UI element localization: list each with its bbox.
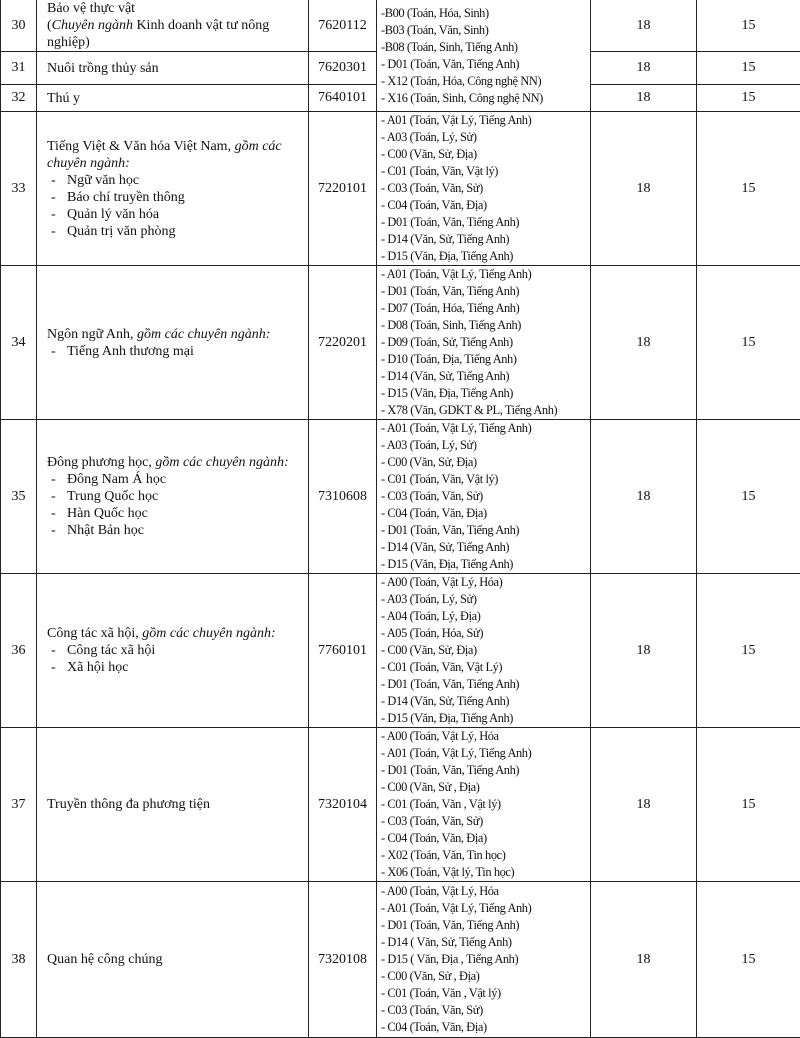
row-number: 36	[1, 574, 37, 728]
table-row	[1, 0, 800, 52]
score-1: 18	[591, 52, 697, 85]
row-number: 31	[1, 52, 37, 85]
program-name: Quan hệ công chúng	[37, 882, 309, 1038]
subject-combinations: - A01 (Toán, Vật Lý, Tiếng Anh) - D01 (Toán, Văn, Tiếng Anh) - D07 (Toán, Hóa, Tiếng Anh) - D08 (Toán, Sinh, Tiếng Anh) - D09 (Toán, Sử, Tiếng Anh) - D10 (Toán, Địa, Tiếng Anh) - D14 (Văn, Sử, Tiếng Anh) - D15 (Văn, Địa, Tiếng Anh) - X78 (Văn, GDKT & PL, Tiếng Anh)	[377, 266, 591, 420]
table-row	[1, 882, 800, 1038]
specialization-item: - Ngữ văn học	[47, 172, 308, 189]
program-code: 7310608	[309, 420, 377, 574]
subject-combinations: - A00 (Toán, Vật Lý, Hóa - A01 (Toán, Vật Lý, Tiếng Anh) - D01 (Toán, Văn, Tiếng Anh) - C00 (Văn, Sử , Địa) - C01 (Toán, Văn , Vật lý) - C03 (Toán, Văn, Sử) - C04 (Toán, Văn, Địa) - X02 (Toán, Văn, Tin học) - X06 (Toán, Vật lý, Tin học)	[377, 728, 591, 882]
program-code: 7640101	[309, 85, 377, 112]
specialization-item: - Quản trị văn phòng	[47, 223, 308, 240]
row-number: 37	[1, 728, 37, 882]
program-code: 7320104	[309, 728, 377, 882]
program-name: Ngôn ngữ Anh, gồm các chuyên ngành: - Tiếng Anh thương mại	[37, 266, 309, 420]
row-number: 35	[1, 420, 37, 574]
specialization-item: - Hàn Quốc học	[47, 505, 308, 522]
program-code: 7320108	[309, 882, 377, 1038]
program-name: Công tác xã hội, gồm các chuyên ngành: - Công tác xã hội - Xã hội học	[37, 574, 309, 728]
program-name: Tiếng Việt & Văn hóa Việt Nam, gồm các chuyên ngành: - Ngữ văn học - Báo chí truyền thông - Quản lý văn hóa - Quản trị văn phòng	[37, 112, 309, 266]
score-1: 18	[591, 420, 697, 574]
table-row	[1, 420, 800, 574]
program-code: 7220201	[309, 266, 377, 420]
score-1: 18	[591, 728, 697, 882]
subject-combinations: - A00 (Toán, Vật Lý, Hóa - A01 (Toán, Vật Lý, Tiếng Anh) - D01 (Toán, Văn, Tiếng Anh) - D14 ( Văn, Sử, Tiếng Anh) - D15 ( Văn, Địa , Tiếng Anh) - C00 (Văn, Sử , Địa) - C01 (Toán, Văn , Vật lý) - C03 (Toán, Văn, Sử) - C04 (Toán, Văn, Địa)	[377, 882, 591, 1038]
specialization-item: - Trung Quốc học	[47, 488, 308, 505]
row-number: 32	[1, 85, 37, 112]
subject-combinations: - A01 (Toán, Vật Lý, Tiếng Anh) - A03 (Toán, Lý, Sử) - C00 (Văn, Sử, Địa) - C01 (Toán, Văn, Vật lý) - C03 (Toán, Văn, Sử) - C04 (Toán, Văn, Địa) - D01 (Toán, Văn, Tiếng Anh) - D14 (Văn, Sử, Tiếng Anh) - D15 (Văn, Địa, Tiếng Anh)	[377, 112, 591, 266]
program-name: Nuôi trồng thủy sản	[37, 52, 309, 85]
program-code: 7220101	[309, 112, 377, 266]
score-2: 15	[697, 52, 800, 85]
score-1: 18	[591, 85, 697, 112]
score-2: 15	[697, 266, 800, 420]
score-2: 15	[697, 112, 800, 266]
program-name: Thú y	[37, 85, 309, 112]
table-row	[1, 574, 800, 728]
subject-combinations: - A00 (Toán, Vật Lý, Hóa) - A03 (Toán, Lý, Sử) - A04 (Toán, Lý, Địa) - A05 (Toán, Hóa, Sử) - C00 (Văn, Sử, Địa) - C01 (Toán, Văn, Vật Lý) - D01 (Toán, Văn, Tiếng Anh) - D14 (Văn, Sử, Tiếng Anh) - D15 (Văn, Địa, Tiếng Anh)	[377, 574, 591, 728]
score-2: 15	[697, 420, 800, 574]
row-number: 30	[1, 0, 37, 52]
table-row	[1, 728, 800, 882]
score-1: 18	[591, 882, 697, 1038]
table-row	[1, 266, 800, 420]
specialization-item: - Quản lý văn hóa	[47, 206, 308, 223]
score-1: 18	[591, 112, 697, 266]
specialization-item: - Nhật Bản học	[47, 522, 308, 539]
row-number: 33	[1, 112, 37, 266]
program-code: 7760101	[309, 574, 377, 728]
program-code: 7620301	[309, 52, 377, 85]
subject-combinations: -B00 (Toán, Hóa, Sinh) -B03 (Toán, Văn, Sinh) -B08 (Toán, Sinh, Tiếng Anh) - D01 (Toán, Văn, Tiếng Anh) - X12 (Toán, Hóa, Công nghệ NN) - X16 (Toán, Sinh, Công nghệ NN)	[377, 0, 591, 112]
subject-combinations: - A01 (Toán, Vật Lý, Tiếng Anh) - A03 (Toán, Lý, Sử) - C00 (Văn, Sử, Địa) - C01 (Toán, Văn, Vật lý) - C03 (Toán, Văn, Sử) - C04 (Toán, Văn, Địa) - D01 (Toán, Văn, Tiếng Anh) - D14 (Văn, Sử, Tiếng Anh) - D15 (Văn, Địa, Tiếng Anh)	[377, 420, 591, 574]
specialization-item: - Đông Nam Á học	[47, 471, 308, 488]
row-number: 34	[1, 266, 37, 420]
program-name: Bảo vệ thực vật (Chuyên ngành Kinh doanh vật tư nông nghiệp)	[37, 0, 309, 52]
table-row	[1, 112, 800, 266]
program-name: Truyền thông đa phương tiện	[37, 728, 309, 882]
row-number: 38	[1, 882, 37, 1038]
score-1: 18	[591, 266, 697, 420]
program-name: Đông phương học, gồm các chuyên ngành: - Đông Nam Á học - Trung Quốc học - Hàn Quốc học - Nhật Bản học	[37, 420, 309, 574]
score-2: 15	[697, 85, 800, 112]
score-2: 15	[697, 728, 800, 882]
specialization-item: - Báo chí truyền thông	[47, 189, 308, 206]
score-2: 15	[697, 574, 800, 728]
score-1: 18	[591, 0, 697, 52]
score-1: 18	[591, 574, 697, 728]
program-code: 7620112	[309, 0, 377, 52]
score-2: 15	[697, 882, 800, 1038]
specialization-item: - Tiếng Anh thương mại	[47, 343, 308, 360]
specialization-item: - Công tác xã hội	[47, 642, 308, 659]
score-2: 15	[697, 0, 800, 52]
specialization-item: - Xã hội học	[47, 659, 308, 676]
